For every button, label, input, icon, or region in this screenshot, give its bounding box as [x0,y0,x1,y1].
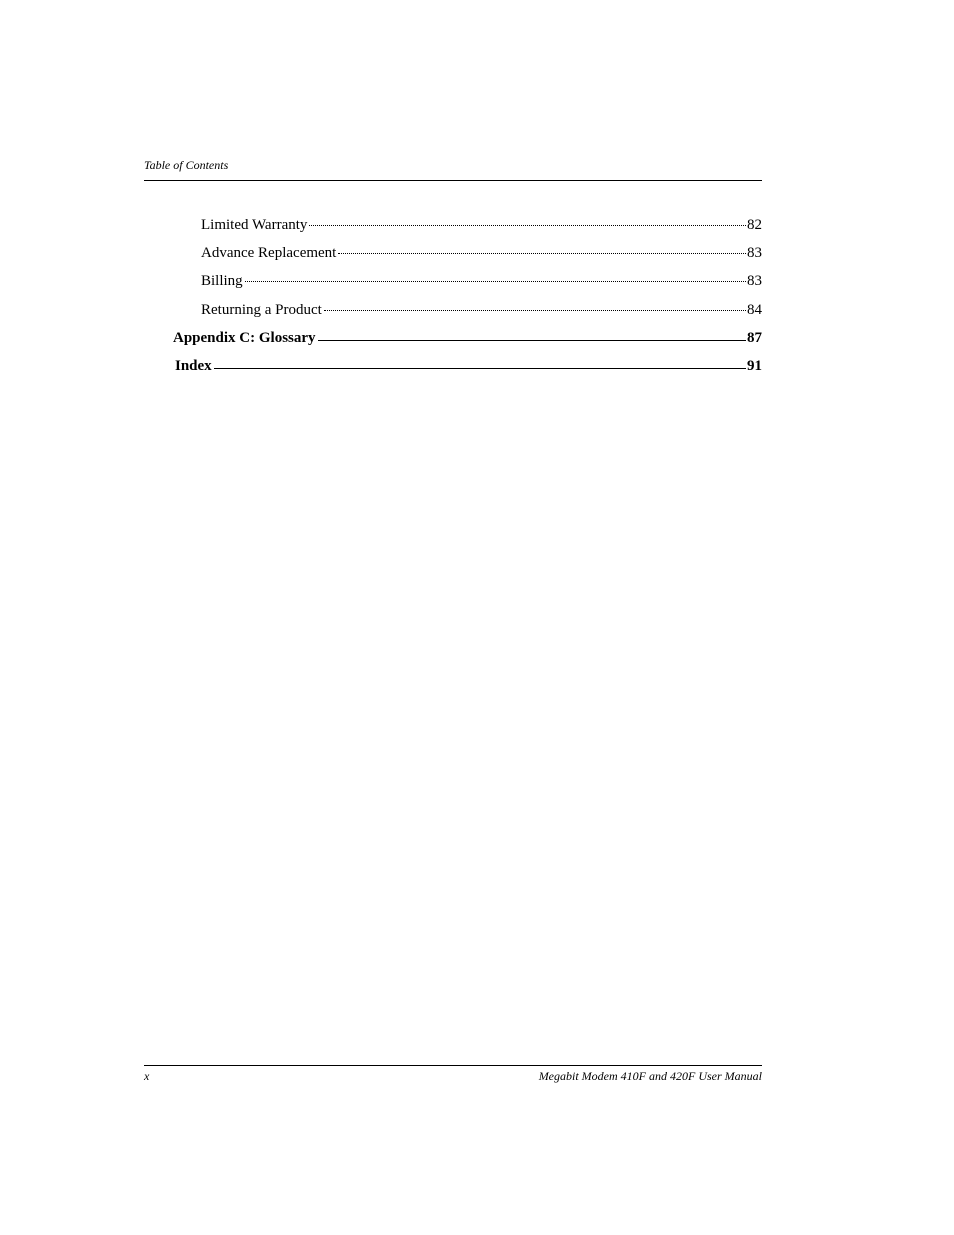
header-divider [144,180,762,181]
toc-entry-page: 83 [747,273,762,289]
toc-entry-advance-replacement[interactable] [201,239,762,261]
toc-entry-index[interactable] [175,352,762,374]
toc-entry-title: Appendix C: Glossary [173,330,316,346]
toc-entry-billing[interactable] [201,267,762,289]
toc-entry-page: 84 [747,302,762,318]
dot-leader [309,211,746,229]
running-header: Table of Contents [144,158,229,172]
toc-entry-title: Index [175,358,212,374]
toc-entry-page: 82 [747,217,762,233]
toc-entry-page: 91 [747,358,762,374]
toc-entry-page: 87 [747,330,762,346]
dot-leader [324,296,746,314]
toc-entry-limited-warranty[interactable] [201,211,762,233]
toc-entry-title: Returning a Product [201,302,322,318]
footer-divider [144,1065,762,1066]
footer-page-number: x [144,1069,150,1083]
toc-entry-appendix-c-glossary[interactable] [173,324,762,346]
underline-leader [318,324,746,342]
toc-entry-returning-a-product[interactable] [201,296,762,318]
toc-entry-page: 83 [747,245,762,261]
footer-manual-title: Megabit Modem 410F and 420F User Manual [538,1069,762,1083]
toc-entry-title: Advance Replacement [201,245,337,261]
dot-leader [245,267,746,285]
underline-leader [214,352,746,370]
toc-entry-title: Limited Warranty [201,217,308,233]
dot-leader [338,239,746,257]
toc-entry-title: Billing [201,273,243,289]
